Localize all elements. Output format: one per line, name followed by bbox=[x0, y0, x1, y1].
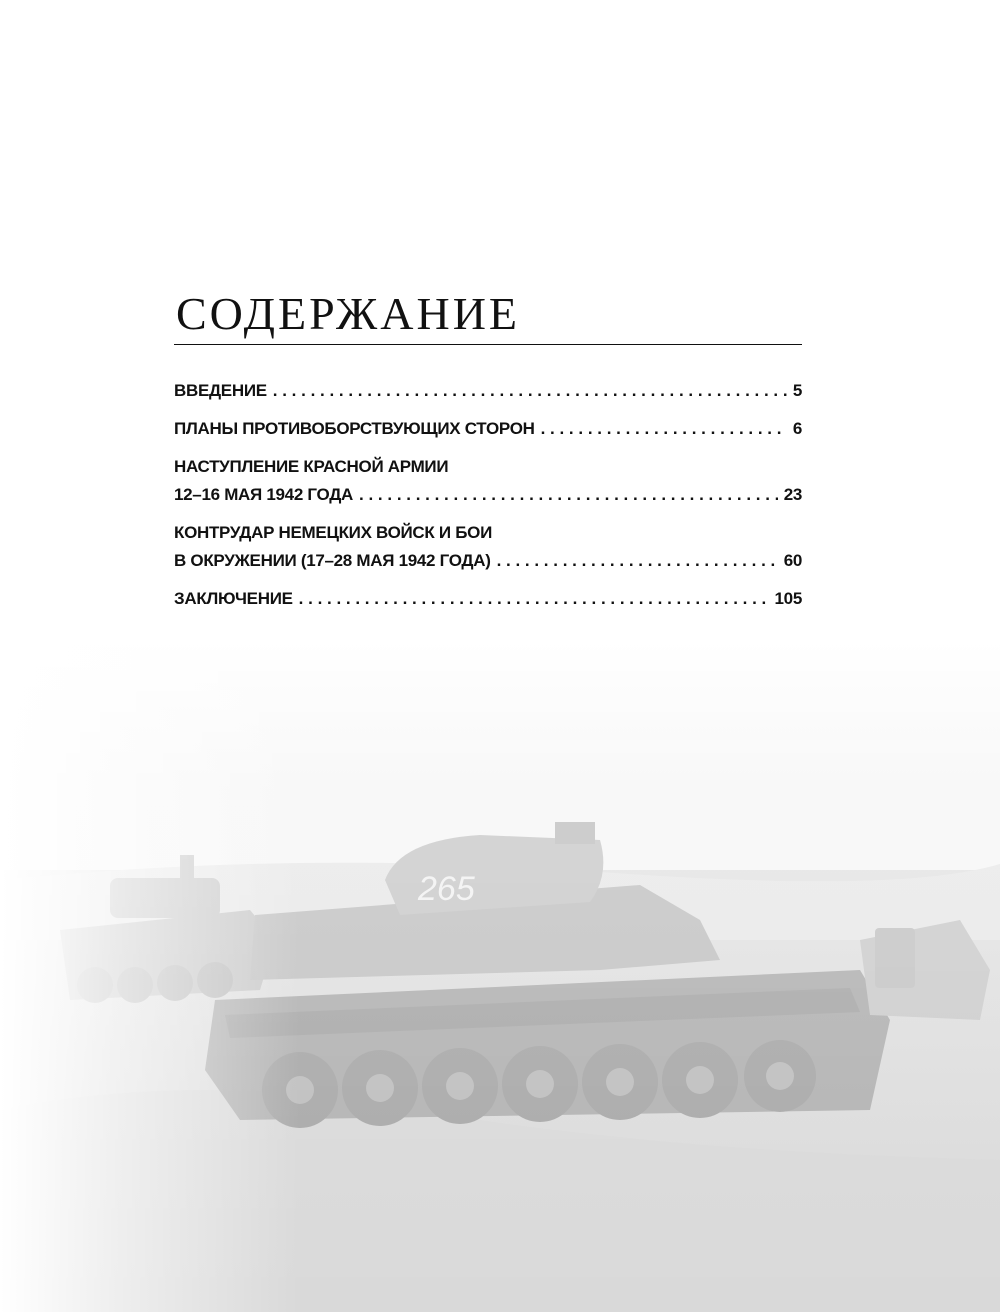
table-of-contents bbox=[174, 288, 802, 623]
toc-page-number: 23 bbox=[783, 485, 802, 504]
toc-entry-title-line: НАСТУПЛЕНИЕ КРАСНОЙ АРМИИ bbox=[174, 457, 449, 476]
toc-entry[interactable] bbox=[174, 415, 802, 443]
toc-page-number: 60 bbox=[783, 551, 802, 570]
title-rule bbox=[174, 344, 802, 345]
dot-leader bbox=[359, 481, 778, 509]
toc-entry[interactable] bbox=[174, 519, 802, 575]
toc-entry[interactable] bbox=[174, 377, 802, 405]
toc-entry[interactable] bbox=[174, 453, 802, 509]
dot-leader bbox=[299, 585, 769, 613]
toc-entry-final-line bbox=[174, 585, 802, 613]
background-tank-photo bbox=[0, 640, 1000, 1312]
toc-entry-title-line: В ОКРУЖЕНИИ (17–28 МАЯ 1942 ГОДА) bbox=[174, 551, 491, 570]
toc-page-number: 6 bbox=[792, 419, 802, 438]
toc-entry-title-line: ПЛАНЫ ПРОТИВОБОРСТВУЮЩИХ СТОРОН bbox=[174, 419, 535, 438]
toc-entry-final-line bbox=[174, 481, 802, 509]
dot-leader bbox=[497, 547, 778, 575]
toc-entry-title-line: ЗАКЛЮЧЕНИЕ bbox=[174, 589, 293, 608]
dot-leader bbox=[541, 415, 787, 443]
toc-entries bbox=[174, 377, 802, 613]
toc-entry-title-line: ВВЕДЕНИЕ bbox=[174, 381, 267, 400]
toc-entry-title-line: 12–16 МАЯ 1942 ГОДА bbox=[174, 485, 354, 504]
dot-leader bbox=[273, 377, 787, 405]
toc-page-number: 105 bbox=[774, 589, 802, 608]
toc-entry-final-line bbox=[174, 415, 802, 443]
toc-entry[interactable] bbox=[174, 585, 802, 613]
toc-page-number: 5 bbox=[792, 381, 802, 400]
toc-entry-title-line: КОНТРУДАР НЕМЕЦКИХ ВОЙСК И БОИ bbox=[174, 523, 493, 542]
toc-entry-final-line bbox=[174, 547, 802, 575]
toc-title: СОДЕРЖАНИЕ bbox=[176, 288, 521, 339]
toc-entry-final-line bbox=[174, 377, 802, 405]
